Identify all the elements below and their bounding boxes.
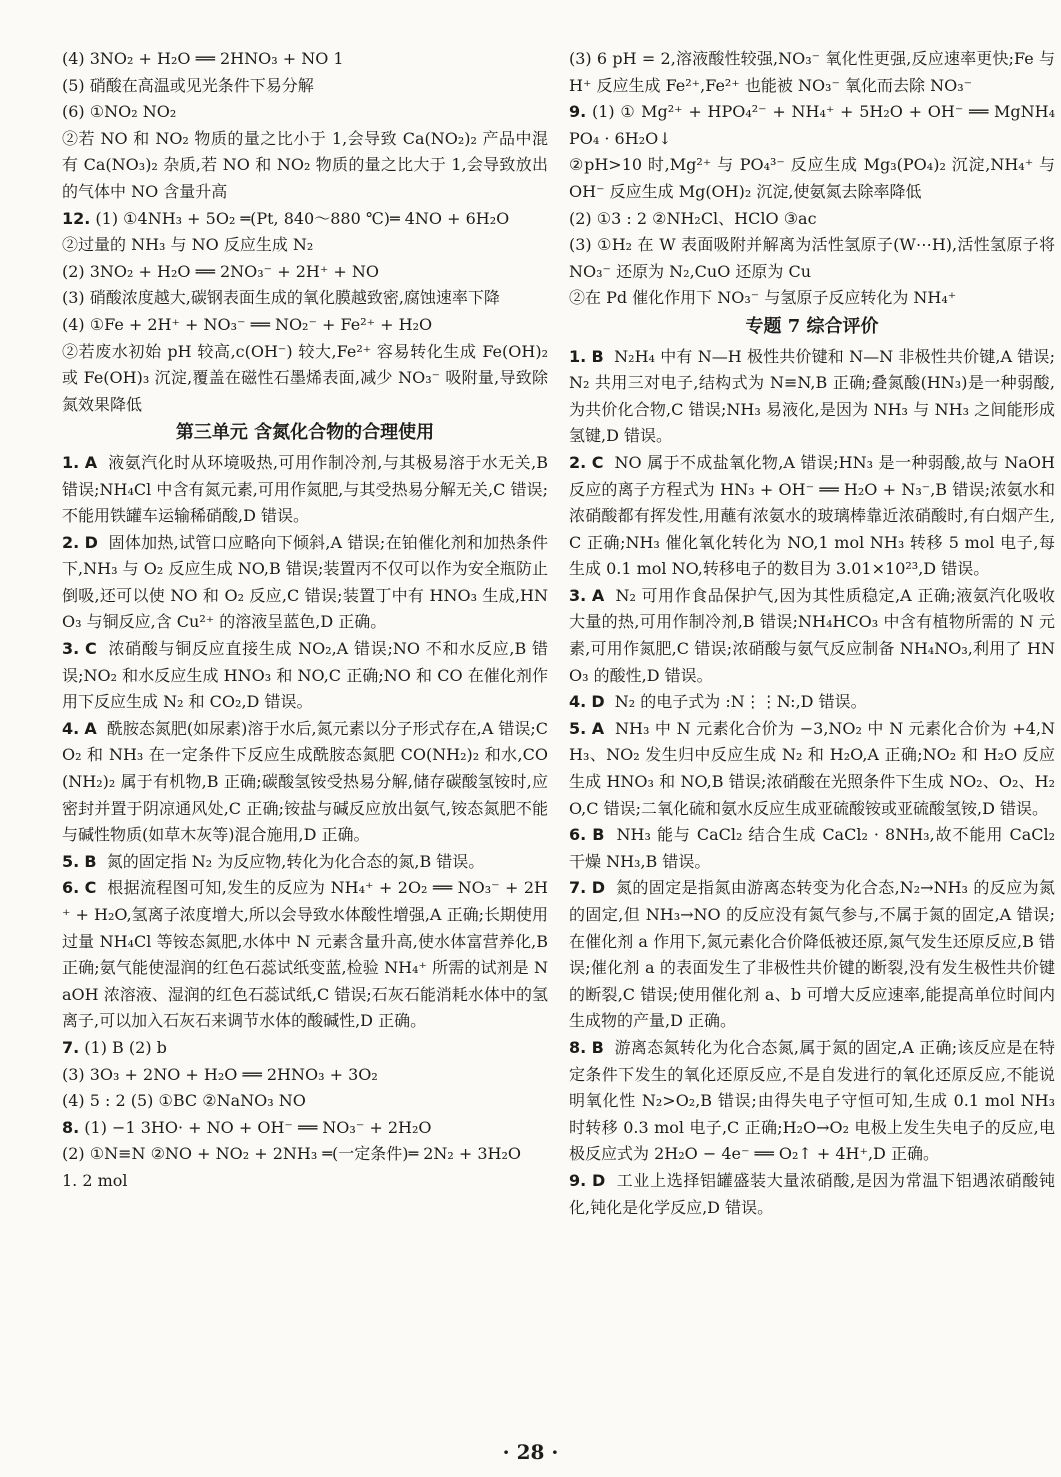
answer-choice: D [591,692,605,712]
question-number: 3. [62,639,80,659]
answer-text: 酰胺态氮肥(如尿素)溶于水后,氮元素以分子形式存在,A 错误;CO₂ 和 NH₃ 在一定条件下反应生成酰胺态氮肥 CO(NH₂)₂ 和水,CO(NH₂)₂ 属于有机物,B 正确;碳酸氢铵受热易分解,储存碳酸氢铵时,应密封并置于阴凉通风处,C 正确;铵盐与碱反应放出氨气,铵态氮肥不能与碱性物质(如草木灰等)混合施用,D 正确。 [62,718,548,845]
answer-text: (6) ①NO₂ NO₂ [62,102,177,122]
question-number: 9. [569,102,587,122]
answer-text: 根据流程图可知,发生的反应为 NH₄⁺ + 2O₂ ══ NO₃⁻ + 2H⁺ + H₂O,氢离子浓度增大,所以会导致水体酸性增强,A 正确;长期使用过量 NH₄Cl 等铵态氮肥,水体中 N 元素含量升高,使水体富营养化,B 正确;氨气能使湿润的红色石蕊试纸变蓝,检验 NH₄⁺ 所需的试剂是 NaOH 浓溶液、湿润的红色石蕊试纸,C 错误;石灰石能消耗水体中的氢离子,可以加入石灰石来调节水体的酸碱性,D 正确。 [62,878,548,1031]
left-column [62,46,548,1195]
answer-paragraph [569,232,1055,285]
answer-text: 氮的固定是指氮由游离态转变为化合态,N₂→NH₃ 的反应为氮的固定,但 NH₃→NO 的反应没有氮气参与,不属于氮的固定,A 错误;在催化剂 a 作用下,氮元素化合价降低被还原,氮气发生还原反应,B 错误;催化剂 a 的表面发生了非极性共价键的断裂,没有发生极性共价键的断裂,C 错误;使用催化剂 a、b 可增大反应速率,能提高单位时间内生成物的产量,D 正确。 [569,878,1055,1031]
answer-text: (5) 硝酸在高温或见光条件下易分解 [62,75,314,95]
answer-text: 固体加热,试管口应略向下倾斜,A 错误;在铂催化剂和加热条件下,NH₃ 与 O₂ 反应生成 NO,B 错误;装置丙不仅可以作为安全瓶防止倒吸,还可以使 NO 和 O₂ 反应,C 错误;装置丁中有 HNO₃ 生成,HNO₃ 与铜反应,含 Cu²⁺ 的溶液呈蓝色,D 正确。 [62,532,548,632]
answer-choice: B [84,851,97,871]
question-number: 3. [569,585,587,605]
answer-paragraph [62,1168,548,1195]
answer-choice: A [84,452,98,472]
question-number: 7. [569,878,587,898]
answer-paragraph [62,99,548,126]
answer-choice: B [592,825,605,845]
question-number: 8. [569,1037,587,1057]
question-number: 12. [62,208,91,228]
answer-paragraph [62,716,548,849]
question-number: 5. [62,851,80,871]
answer-text: (1) −1 3HO· + NO + OH⁻ ══ NO₃⁻ + 2H₂O [79,1117,432,1137]
answer-paragraph [569,583,1055,689]
answer-text: NH₃ 中 N 元素化合价为 −3,NO₂ 中 N 元素化合价为 +4,NH₃、NO₂ 发生归中反应生成 N₂ 和 H₂O,A 正确;NO₂ 和 H₂O 反应生成 HNO₃ 和 NO,B 错误;浓硝酸在光照条件下生成 NO₂、O₂、H₂O,C 错误;二氧化硫和氨水反应生成亚硫酸铵或亚硫酸氢铵,D 错误。 [569,718,1056,818]
question-number: 6. [62,878,80,898]
answer-paragraph [62,1062,548,1089]
answer-choice: B [591,1037,604,1057]
answer-text: (3) 6 pH = 2,溶液酸性较强,NO₃⁻ 氧化性更强,反应速率更快;Fe 与 H⁺ 反应生成 Fe²⁺,Fe²⁺ 也能被 NO₃⁻ 氧化而去除 NO₃⁻ [569,49,1055,95]
answer-text: ②在 Pd 催化作用下 NO₃⁻ 与氢原子反应转化为 NH₄⁺ [569,288,957,308]
answer-paragraph [62,232,548,259]
answer-text: (1) ①4NH₃ + 5O₂ ═(Pt, 840～880 ℃)═ 4NO + 6H₂O [90,208,510,228]
answer-choice: D [591,878,605,898]
answer-text: (2) 3NO₂ + H₂O ══ 2NO₃⁻ + 2H⁺ + NO [62,261,379,281]
answer-paragraph [62,285,548,312]
question-number: 1. [62,452,80,472]
answer-text: 浓硝酸与铜反应直接生成 NO₂,A 错误;NO 不和水反应,B 错误;NO₂ 和水反应生成 HNO₃ 和 NO,C 正确;NO 和 CO 在催化剂作用下反应生成 N₂ 和 CO₂,D 错误。 [62,639,549,712]
section-title: 专题 7 综合评价 [745,315,879,337]
question-number: 2. [62,532,80,552]
answer-paragraph [569,716,1055,822]
answer-text: 游离态氮转化为化合态氮,属于氮的固定,A 正确;该反应是在特定条件下发生的氧化还原反应,不是自发进行的氧化还原反应,不能说明氧化性 N₂>O₂,B 错误;由得失电子守恒可知,生成 0.1 mol NH₃ 时转移 0.3 mol 电子,C 正确;H₂O→O₂ 电极上发生失电子的反应,电极反应式为 2H₂O − 4e⁻ ══ O₂↑ + 4H⁺,D 正确。 [569,1037,1055,1164]
answer-text: ②若废水初始 pH 较高,c(OH⁻) 较大,Fe²⁺ 容易转化生成 Fe(OH)₂ 或 Fe(OH)₃ 沉淀,覆盖在磁性石墨烯表面,减少 NO₃⁻ 吸附量,导致除氮效果降低 [62,341,548,414]
question-number: 2. [569,452,587,472]
answer-paragraph [62,636,548,716]
answer-text: NO 属于不成盐氧化物,A 错误;HN₃ 是一种弱酸,故与 NaOH 反应的离子方程式为 HN₃ + OH⁻ ══ H₂O + N₃⁻,B 错误;浓氨水和浓硝酸都有挥发性,用蘸有浓氨水的玻璃棒靠近浓硝酸时,有白烟产生,C 正确;NH₃ 催化氧化转化为 NO,1 mol NH₃ 转移 5 mol 电子,每生成 0.1 mol NO,转移电子的数目为 3.01×10²³,D 错误。 [569,452,1056,579]
answer-paragraph [569,206,1055,233]
answer-paragraph [569,1035,1055,1168]
answer-paragraph [569,1168,1055,1221]
answer-text: 液氨汽化时从环境吸热,可用作制冷剂,与其极易溶于水无关,B 错误;NH₄Cl 中含有氮元素,可用作氮肥,与其受热易分解无关,C 错误;不能用铁罐车运输稀硝酸,D 错误。 [62,452,548,526]
answer-paragraph [62,1035,548,1062]
answer-paragraph [62,339,548,419]
question-number: 4. [569,692,587,712]
answer-paragraph [62,849,548,876]
answer-choice: A [591,585,605,605]
question-number: 5. [569,718,587,738]
answer-choice: A [84,718,97,738]
answer-paragraph [62,206,548,233]
answer-text: NH₃ 能与 CaCl₂ 结合生成 CaCl₂ · 8NH₃,故不能用 CaCl₂ 干燥 NH₃,B 错误。 [569,825,1056,871]
answer-text: (4) 5 : 2 (5) ①BC ②NaNO₃ NO [62,1091,306,1111]
answer-paragraph [62,73,548,100]
answer-paragraph [62,875,548,1035]
answer-text: N₂ 可用作食品保护气,因为其性质稳定,A 正确;液氨汽化吸收大量的热,可用作制冷剂,B 错误;NH₄HCO₃ 中含有植物所需的 N 元素,可用作氮肥,C 错误;浓硝酸与氨气反应制备 NH₄NO₃,利用了 HNO₃ 的酸性,D 错误。 [569,585,1055,685]
answer-choice: C [85,639,97,659]
answer-text: (3) 3O₃ + 2NO + H₂O ══ 2HNO₃ + 3O₂ [62,1064,378,1084]
answer-paragraph [62,530,548,636]
answer-text: 氮的固定指 N₂ 为反应物,转化为化合态的氮,B 错误。 [106,851,485,871]
question-number: 9. [569,1170,587,1190]
section-title: 第三单元 含氮化合物的合理使用 [175,422,435,444]
page-number: · 28 · [502,1440,559,1464]
answer-paragraph [569,285,1055,312]
answer-choice: C [591,452,604,472]
question-number: 7. [62,1037,80,1057]
answer-paragraph [62,46,548,73]
answer-paragraph [569,152,1055,205]
answer-paragraph [62,312,548,339]
answer-choice: D [591,1170,606,1190]
answer-text: 工业上选择铝罐盛装大量浓硝酸,是因为常温下铝遇浓硝酸钝化,钝化是化学反应,D 错误。 [569,1170,1055,1217]
answer-paragraph [62,1141,548,1168]
answer-paragraph [569,46,1055,99]
answer-paragraph [569,450,1055,583]
question-number: 4. [62,718,80,738]
answer-paragraph [569,99,1055,152]
answer-paragraph [569,875,1055,1035]
question-number: 8. [62,1117,80,1137]
answer-text: (3) 硝酸浓度越大,碳钢表面生成的氧化膜越致密,腐蚀速率下降 [62,288,500,308]
answer-text: (1) ① Mg²⁺ + HPO₄²⁻ + NH₄⁺ + 5H₂O + OH⁻ ══ MgNH₄PO₄ · 6H₂O↓ [569,102,1055,148]
answer-text: (4) ①Fe + 2H⁺ + NO₃⁻ ══ NO₂⁻ + Fe²⁺ + H₂O [62,314,433,334]
answer-text: (3) ①H₂ 在 W 表面吸附并解离为活性氢原子(W⋯H),活性氢原子将 NO₃⁻ 还原为 N₂,CuO 还原为 Cu [569,235,1055,281]
right-column [569,46,1055,1221]
answer-text: (2) ①3 : 2 ②NH₂Cl、HClO ③ac [569,208,817,228]
answer-text: N₂H₄ 中有 N—H 极性共价键和 N—N 非极性共价键,A 错误;N₂ 共用三对电子,结构式为 N≡N,B 正确;叠氮酸(HN₃)是一种弱酸,为共价化合物,C 错误;NH₃ 易液化,是因为 NH₃ 与 NH₃ 之间能形成氢键,D 错误。 [569,346,1055,446]
question-number: 6. [569,825,587,845]
answer-paragraph [569,822,1055,875]
answer-text: (2) ①N≡N ②NO + NO₂ + 2NH₃ ═(一定条件)═ 2N₂ + 3H₂O [62,1144,522,1164]
answer-text: ②过量的 NH₃ 与 NO 反应生成 N₂ [62,235,314,255]
answer-paragraph [62,126,548,206]
answer-text: N₂ 的电子式为 :N⋮⋮N:,D 错误。 [614,692,867,712]
question-number: 1. [569,346,587,366]
answer-choice: B [591,346,604,366]
answer-text: ②若 NO 和 NO₂ 物质的量之比小于 1,会导致 Ca(NO₂)₂ 产品中混有 Ca(NO₃)₂ 杂质,若 NO 和 NO₂ 物质的量之比大于 1,会导致放出的气体中 NO 含量升高 [62,128,548,201]
answer-text: (4) 3NO₂ + H₂O ══ 2HNO₃ + NO 1 [62,49,344,68]
answer-paragraph [62,450,548,530]
answer-paragraph [569,689,1055,716]
answer-choice: A [591,718,605,738]
answer-paragraph [62,1088,548,1115]
answer-paragraph [62,1115,548,1142]
answer-choice: C [84,878,97,898]
answer-text: 1. 2 mol [62,1170,128,1190]
answer-paragraph [62,259,548,286]
answer-text: ②pH>10 时,Mg²⁺ 与 PO₄³⁻ 反应生成 Mg₃(PO₄)₂ 沉淀,NH₄⁺ 与 OH⁻ 反应生成 Mg(OH)₂ 沉淀,使氨氮去除率降低 [569,155,1055,201]
answer-paragraph [569,344,1055,450]
answer-choice: D [84,532,98,552]
answer-text: (1) B (2) b [79,1037,167,1057]
